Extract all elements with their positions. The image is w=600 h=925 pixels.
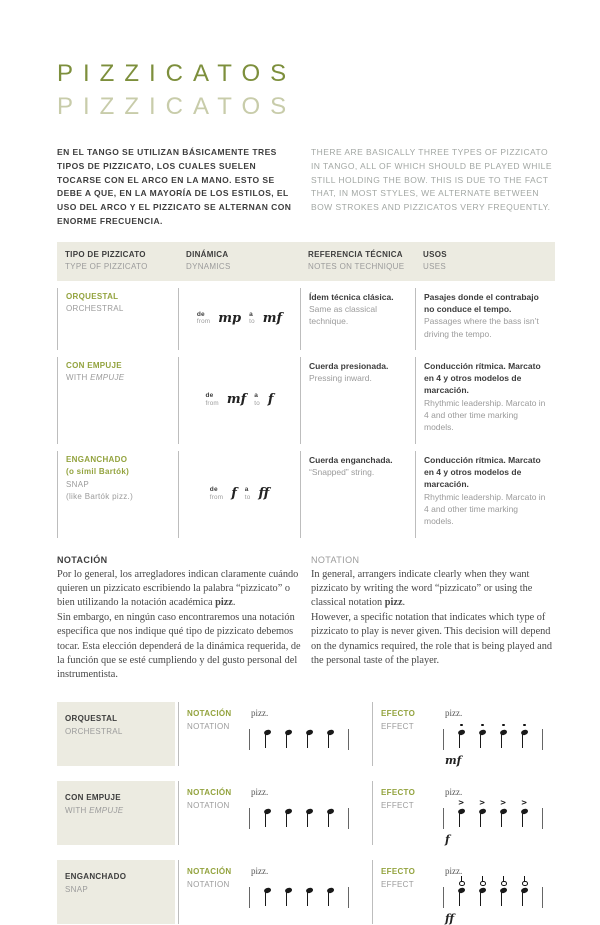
note-stem xyxy=(522,811,523,827)
effect-staff xyxy=(443,787,555,845)
example-label: ENGANCHADO SNAP xyxy=(57,860,175,924)
uses-cell: Pasajes donde el contrabajo no conduce el tempo. Passages where the bass isn’t driving the tempo. xyxy=(415,288,555,350)
type-cell: ORQUESTAL ORCHESTRAL xyxy=(57,288,178,350)
technique-cell: Cuerda presionada. Pressing inward. xyxy=(300,357,415,444)
pizz-label: pizz. xyxy=(445,786,463,797)
quarter-note xyxy=(264,808,271,829)
dynamic-marking: mf xyxy=(445,753,462,767)
quarter-note xyxy=(306,887,313,908)
note-stem xyxy=(522,732,523,748)
dynamic-from: mf xyxy=(226,392,247,408)
note-stem xyxy=(522,890,523,906)
effect-group: EFECTO EFFECT pizz. ff xyxy=(372,860,555,924)
quarter-note xyxy=(285,808,292,829)
music-measure xyxy=(249,887,372,909)
barline xyxy=(249,729,250,750)
note-stem xyxy=(501,811,502,827)
quarter-note xyxy=(306,808,313,829)
pizzicato-types-table xyxy=(57,242,555,538)
barline xyxy=(348,729,349,750)
dynamic-to: mf xyxy=(262,310,283,326)
notation-heading-spanish: NOTACIÓN xyxy=(57,554,108,565)
barline xyxy=(348,808,349,829)
note-stem xyxy=(501,890,502,906)
example-row-enganchado xyxy=(57,860,555,924)
dynamic-from: mp xyxy=(218,310,242,326)
quarter-note xyxy=(500,808,507,829)
notation-group: NOTACIÓN NOTATION pizz. xyxy=(178,702,372,766)
quarter-note xyxy=(264,887,271,908)
table-row-orquestal xyxy=(57,288,555,350)
page-title-echo: PIZZICATOS xyxy=(57,93,297,120)
pizz-label: pizz. xyxy=(445,707,463,718)
quarter-note xyxy=(458,887,465,908)
note-stem xyxy=(501,732,502,748)
table-row-con-empuje xyxy=(57,357,555,444)
notation-staff xyxy=(249,708,372,766)
intro-english: THERE ARE BASICALLY THREE TYPES OF PIZZICATO IN TANGO, ALL OF WHICH SHOULD BE PLAYED WHILE STILL HOLDING THE BOW. THIS IS DUE TO THE FACT THAT, IN MOST STYLES, WE ALTERNATE BETWEEN BOW STROKES AND PIZZICATOS VERY FREQUENTLY. xyxy=(311,147,552,213)
technique-cell: Ídem técnica clásica. Same as classical technique. xyxy=(300,288,415,350)
note-stem xyxy=(459,811,460,827)
type-cell: CON EMPUJE WITH EMPUJE xyxy=(57,357,178,444)
pizz-label: pizz. xyxy=(251,786,269,797)
barline xyxy=(542,808,543,829)
dynamics-cell: de from mf a to f xyxy=(178,357,300,444)
quarter-note xyxy=(521,808,528,829)
pizz-label: pizz. xyxy=(445,865,463,876)
note-stem xyxy=(265,811,266,827)
column-header-technique: REFERENCIA TÉCNICA NOTES ON TECHNIQUE xyxy=(308,249,405,271)
pizz-label: pizz. xyxy=(251,865,269,876)
dynamic-to: f xyxy=(267,392,274,408)
dynamics-cell: de from f a to ff xyxy=(178,451,300,538)
quarter-note xyxy=(521,887,528,908)
note-stem xyxy=(480,732,481,748)
notation-group: NOTACIÓN NOTATION pizz. xyxy=(178,860,372,924)
effect-staff xyxy=(443,866,555,924)
quarter-note xyxy=(327,808,334,829)
notation-staff xyxy=(249,866,372,924)
table-row-enganchado xyxy=(57,451,555,538)
column-header-uses: USOS USES xyxy=(423,249,447,271)
note-stem xyxy=(328,890,329,906)
effect-group: EFECTO EFFECT pizz. mf xyxy=(372,702,555,766)
uses-cell: Conducción rítmica. Marcato en 4 y otros modelos de marcación. Rhythmic leadership. Marcato in 4 and other time marking models. xyxy=(415,451,555,538)
note-stem xyxy=(307,732,308,748)
note-stem xyxy=(459,890,460,906)
note-stem xyxy=(307,890,308,906)
example-row-orquestal xyxy=(57,702,555,766)
uses-cell: Conducción rítmica. Marcato en 4 y otros modelos de marcación. Rhythmic leadership. Marcato in 4 and other time marking models. xyxy=(415,357,555,444)
quarter-note xyxy=(285,887,292,908)
page-title: PIZZICATOS xyxy=(57,60,297,87)
notation-paragraph-spanish: Por lo general, los arregladores indican claramente cuándo quieren un pizzicato escribiendo la palabra “pizzicato” o bien utilizando la notación académica pizz. Sin embargo, en ningún caso encontraremos una notación específica que nos indique qué tipo de pizzicato debemos tocar. Esta elección dependerá de la dinámica requerida, de la función que se esté cumpliendo y del gusto personal del instrumentista. xyxy=(57,568,301,681)
quarter-note xyxy=(285,729,292,750)
quarter-note xyxy=(306,729,313,750)
example-label: CON EMPUJE WITH EMPUJE xyxy=(57,781,175,845)
barline xyxy=(542,887,543,908)
quarter-note xyxy=(327,729,334,750)
quarter-note xyxy=(521,729,528,750)
quarter-note xyxy=(264,729,271,750)
quarter-note xyxy=(479,808,486,829)
notation-headings xyxy=(57,555,555,565)
music-measure xyxy=(443,729,555,751)
dynamic-marking: f xyxy=(445,832,450,846)
note-stem xyxy=(286,890,287,906)
barline xyxy=(348,887,349,908)
barline xyxy=(443,887,444,908)
dynamic-marking: ff xyxy=(445,911,455,925)
example-label: ORQUESTAL ORCHESTRAL xyxy=(57,702,175,766)
dynamic-to: ff xyxy=(258,486,270,502)
effect-staff xyxy=(443,708,555,766)
note-stem xyxy=(328,732,329,748)
quarter-note xyxy=(458,729,465,750)
quarter-note xyxy=(500,887,507,908)
notation-examples xyxy=(57,702,555,924)
quarter-note xyxy=(500,729,507,750)
table-header-row xyxy=(57,242,555,281)
music-measure xyxy=(443,808,555,830)
notation-staff xyxy=(249,787,372,845)
music-measure xyxy=(249,729,372,751)
note-stem xyxy=(286,811,287,827)
note-stem xyxy=(459,732,460,748)
music-measure xyxy=(443,887,555,909)
intro-section xyxy=(57,146,555,229)
barline xyxy=(542,729,543,750)
barline xyxy=(249,887,250,908)
note-stem xyxy=(480,811,481,827)
intro-spanish: EN EL TANGO SE UTILIZAN BÁSICAMENTE TRES TIPOS DE PIZZICATO, LOS CUALES SUELEN TOCARSE CON EL ARCO EN LA MANO. ESTO SE DEBE A QUE, EN LA MAYORÍA DE LOS ESTILOS, EL USO DEL ARCO Y EL PIZZICATO SE ALTERNAN CON ENORME FRECUENCIA. xyxy=(57,147,292,226)
note-stem xyxy=(265,732,266,748)
column-header-type: TIPO DE PIZZICATO TYPE OF PIZZICATO xyxy=(65,249,148,271)
notation-heading-english: NOTATION xyxy=(311,554,360,565)
note-stem xyxy=(265,890,266,906)
barline xyxy=(443,808,444,829)
column-header-dynamics: DINÁMICA DYNAMICS xyxy=(186,249,231,271)
dynamic-from: f xyxy=(231,486,237,502)
quarter-note xyxy=(479,887,486,908)
pizz-label: pizz. xyxy=(251,707,269,718)
barline xyxy=(443,729,444,750)
technique-cell: Cuerda enganchada. “Snapped” string. xyxy=(300,451,415,538)
quarter-note xyxy=(479,729,486,750)
type-cell: ENGANCHADO (o símil Bartók) SNAP (like Bartók pizz.) xyxy=(57,451,178,538)
notation-prose xyxy=(57,568,555,683)
note-stem xyxy=(328,811,329,827)
quarter-note xyxy=(327,887,334,908)
notation-paragraph-english: In general, arrangers indicate clearly when they want pizzicato by writing the word “pizzicato” or using the classical notation pizz. However, a specific notation that indicates which type of pizzicato to play is never given. This decision will depend on the dynamics required, the role that is being played and the personal taste of the player. xyxy=(311,568,553,667)
note-stem xyxy=(286,732,287,748)
notation-group: NOTACIÓN NOTATION pizz. xyxy=(178,781,372,845)
effect-group: EFECTO EFFECT pizz. f xyxy=(372,781,555,845)
note-stem xyxy=(480,890,481,906)
music-measure xyxy=(249,808,372,830)
example-row-con-empuje xyxy=(57,781,555,845)
dynamics-cell: de from mp a to mf xyxy=(178,288,300,350)
note-stem xyxy=(307,811,308,827)
barline xyxy=(249,808,250,829)
quarter-note xyxy=(458,808,465,829)
